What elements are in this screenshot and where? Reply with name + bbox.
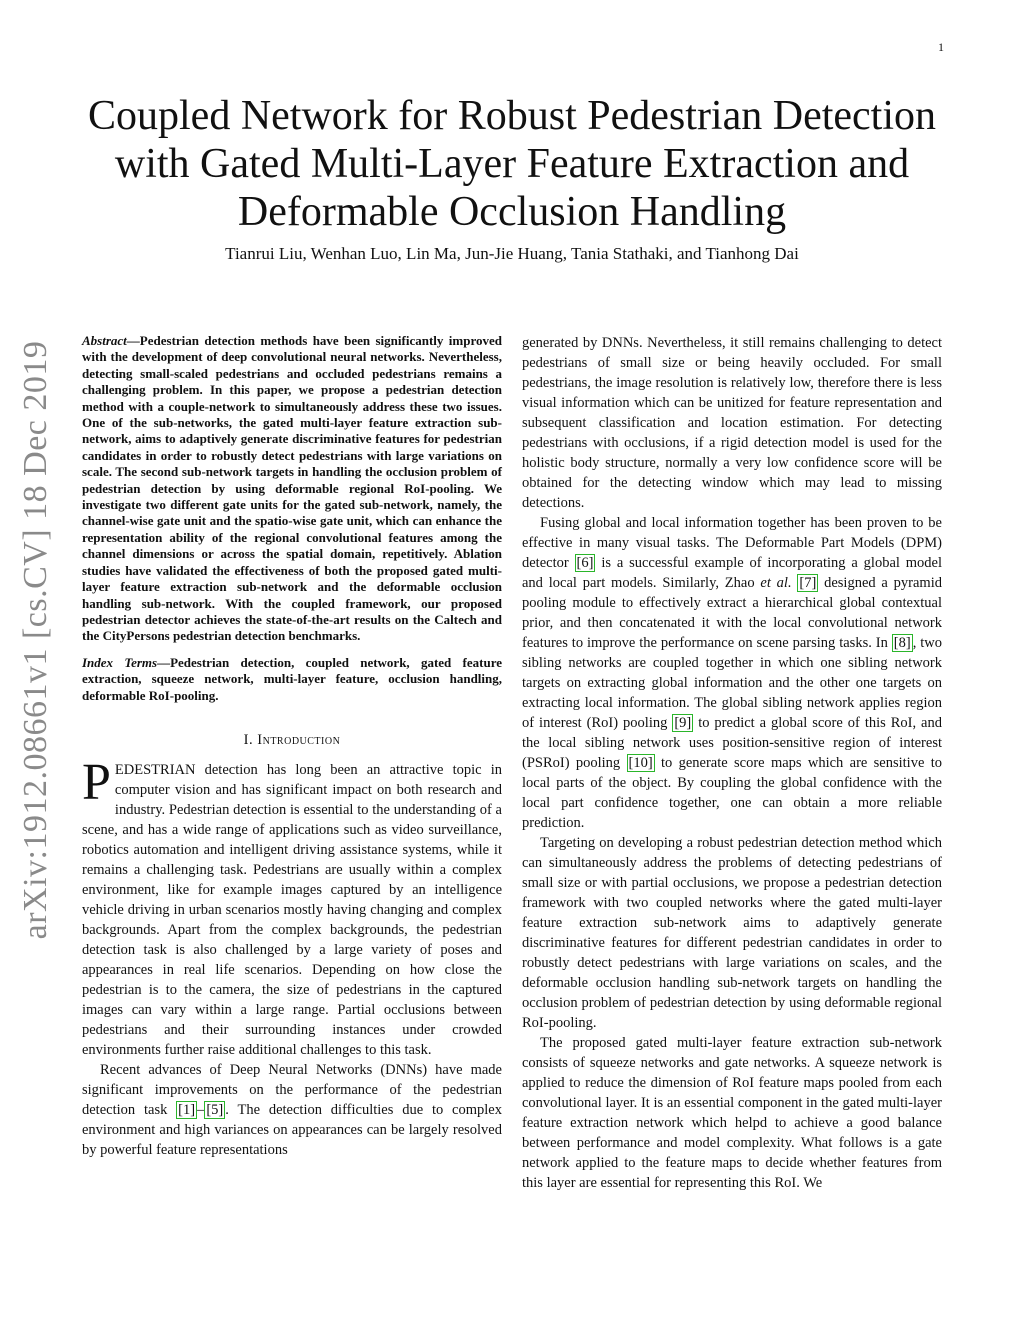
drop-cap: P	[82, 753, 111, 811]
rp2-etal: et al.	[760, 575, 792, 591]
citation-link[interactable]: [9]	[674, 715, 692, 731]
rp2-a: Fusing global and local information together has been proven to be effective in many visual tasks. The Deformable Part Models (DPM) detector	[522, 515, 942, 571]
citation-link[interactable]: [7]	[799, 575, 817, 591]
rp2-b: is a successful example of incorporating a global model and local part models. Similarly, Zhao	[522, 555, 942, 591]
abstract-label: Abstract	[82, 333, 127, 348]
intro-p2-text-a: Recent advances of Deep Neural Networks (DNNs) have made significant improvements on the performance of the pedestrian detection task	[82, 1061, 502, 1118]
rp2-g: to generate score maps which are sensitive to local parts of the object. By coupling the global confidence with the local part confidence together, one can obtain a more reliable prediction.	[522, 755, 942, 831]
right-paragraph-2	[522, 513, 942, 833]
paper-title: Coupled Network for Robust Pedestrian Detection with Gated Multi-Layer Feature Extraction and Deformable Occlusion Handling	[88, 93, 936, 235]
abstract-text: —Pedestrian detection methods have been significantly improved with the development of deep convolutional neural networks. Nevertheless, detecting small-scaled pedestrians and occluded pedestrians remains a challenging problem. In this paper, we propose a pedestrian detection method with a couple-network to simultaneously address these two issues. One of the sub-networks, the gated multi-layer feature extraction sub-network, aims to adaptively generate discriminative features for pedestrian candidates in order to robustly detect pedestrians with large variations on scale. The second sub-network targets in handling the occlusion problem of pedestrian detection by using deformable regional RoI-pooling. We investigate two different gate units for the gated sub-network, namely, the channel-wise gate unit and the spatio-wise gate unit, which can enhance the representation ability of the regional convolutional features among the channel dimensions or across the spatial domain, repetitively. Ablation studies have validated the effectiveness of both the proposed gated multi-layer feature extraction sub-network and the deformable occlusion handling sub-network. With the coupled framework, our proposed pedestrian detector achieves the state-of-the-art results on the Caltech and the CityPersons pedestrian detection benchmarks.	[82, 333, 502, 644]
rp2-e: , two sibling networks are coupled together in which one sibling network targets on extracting global information and the other one targets on extracting local information. The global sibling network applies region of interest (RoI) pooling	[522, 635, 942, 731]
abstract	[82, 333, 502, 645]
intro-capword: EDESTRIAN	[114, 761, 196, 778]
right-paragraph-3: Targeting on developing a robust pedestrian detection method which can simultaneously address the problems of detecting pedestrians of small size or with partial occlusions, we propose a pedestrian detection framework with two coupled networks where the gated multi-layer feature extraction sub-network aims to adaptively generate discriminative features for different pedestrian candidates in order to robustly detect pedestrians with large variations on scales, and the deformable occlusion handling sub-network targets on handling the occlusion problem of pedestrian detection by using deformable regional RoI-pooling.	[522, 835, 942, 1031]
right-paragraph-4: The proposed gated multi-layer feature extraction sub-network consists of squeeze networks and gate networks. A squeeze network is applied to reduce the dimension of RoI feature maps pooled from each convolutional layer. It is an essential component in the gated multi-layer feature extraction network which helpd to achieve a good balance between performance and model complexity. What follows is a gate network applied to the feature maps to decide whether features from this layer are essential for representing this RoI. We	[522, 1035, 942, 1191]
intro-p2-dash: –	[197, 1101, 205, 1118]
rp2-f: to predict a global score of this RoI, and the local sibling network uses position-sensitive region of interest (PSRoI) pooling	[522, 715, 942, 771]
section-title: Introduction	[257, 731, 341, 748]
index-terms-text: —Pedestrian detection, coupled network, gated feature extraction, squeeze network, multi-layer feature, occlusion handling, deformable RoI-pooling.	[82, 654, 502, 703]
author-list: Tianrui Liu, Wenhan Luo, Lin Ma, Jun-Jie Huang, Tania Stathaki, and Tianhong Dai	[225, 244, 799, 263]
arxiv-identifier: arXiv:1912.08661v1 [cs.CV] 18 Dec 2019	[17, 340, 54, 940]
right-column	[522, 333, 942, 1193]
index-terms	[82, 655, 502, 704]
citation-link[interactable]: [8]	[893, 635, 911, 651]
intro-paragraph-2	[82, 1060, 502, 1160]
arxiv-sidebar	[10, 340, 62, 940]
left-column	[82, 333, 502, 1160]
right-paragraph-1: generated by DNNs. Nevertheless, it still remains challenging to detect pedestrians of small size or being heavily occluded. For small pedestrians, the image resolution is relatively low, therefore there is less visual information which can be unitized for feature representation and subsequent classification and location estimation. For detecting pedestrians with occlusions, if a rigid detection model is used for the holistic body structure, normally a very low confidence score will be obtained for the detecting window which may lead to missing detections.	[522, 335, 942, 511]
index-terms-label: Index Terms	[82, 654, 158, 670]
citation-link[interactable]: [1]	[178, 1101, 196, 1118]
citation-link[interactable]: [6]	[576, 555, 594, 571]
page-number: 1	[938, 40, 944, 54]
intro-paragraph-1-text: detection has long been an attractive topic in computer vision and has significant impact on both research and industry. Pedestrian detection is essential to the understanding of a scene, and has a wide range of applications such as video surveillance, robotics automation and intelligent driving assistance systems, while it remains a challenging task. Pedestrians are usually within a complex environment, like for example images captured by an intelligence vehicle driving in urban scenarios mostly having changing and complex backgrounds. Apart from the complex backgrounds, the pedestrian detection task is also challenged by a large variety of poses and appearances in real life scenarios. Depending on how close the pedestrian is to the camera, the size of pedestrians in the captured images can vary within a large range. Partial occlusions between pedestrians and their surrounding instances under crowded environments further raise additional challenges to this task.	[82, 761, 502, 1058]
section-heading-introduction	[82, 730, 502, 750]
section-number: I.	[243, 731, 254, 748]
intro-p2-text-b: . The detection difficulties due to complex environment and high variances on appearances can be largely resolved by powerful feature representations	[82, 1101, 502, 1158]
citation-link[interactable]: [10]	[628, 755, 653, 771]
citation-link[interactable]: [5]	[206, 1101, 224, 1118]
rp2-d: designed a pyramid pooling module to effectively extract a hierarchical global contextual prior, and then concatenated it with the local convolutional network features to improve the performance on scene parsing tasks. In	[522, 575, 942, 651]
intro-paragraph-1	[82, 753, 502, 1060]
